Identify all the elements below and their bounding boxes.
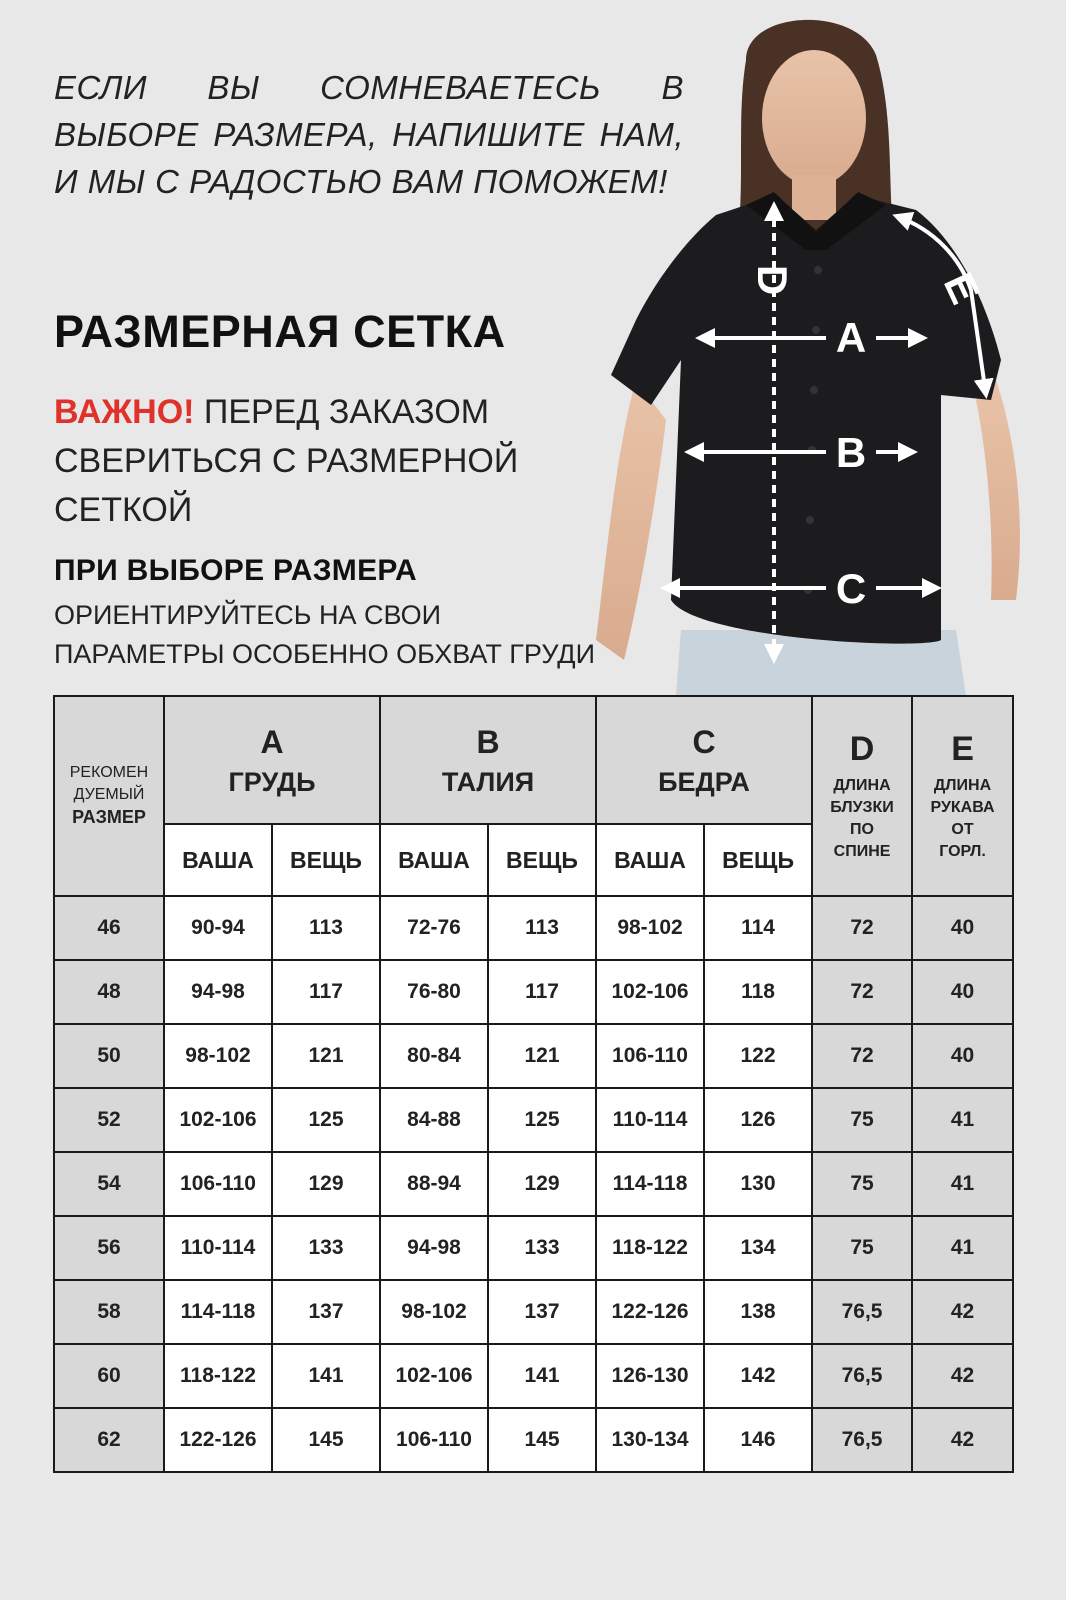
table-cell: 42 [912, 1408, 1013, 1472]
table-cell: 117 [272, 960, 380, 1024]
label-e: E [934, 265, 990, 311]
table-cell: 130 [704, 1152, 812, 1216]
size-cell: 48 [54, 960, 164, 1024]
recommended-line: РАЗМЕР [72, 807, 146, 827]
table-cell: 114 [704, 896, 812, 960]
table-row [54, 1280, 1013, 1344]
table-cell: 122 [704, 1024, 812, 1088]
table-cell: 146 [704, 1408, 812, 1472]
size-cell: 58 [54, 1280, 164, 1344]
table-cell: 118-122 [164, 1344, 272, 1408]
table-cell: 40 [912, 960, 1013, 1024]
e-text: ОТ [951, 820, 974, 838]
table-cell: 102-106 [596, 960, 704, 1024]
table-cell: 137 [488, 1280, 596, 1344]
table-cell: 76,5 [812, 1280, 912, 1344]
recommended-line: ДУЕМЫЙ [73, 786, 145, 803]
table-cell: 141 [488, 1344, 596, 1408]
size-table-body [54, 896, 1013, 1472]
table-cell: 72 [812, 960, 912, 1024]
important-text: ПЕРЕД ЗАКАЗОМ СВЕРИТЬСЯ С РАЗМЕРНОЙ СЕТКОЙ [54, 393, 519, 529]
table-cell: 40 [912, 1024, 1013, 1088]
table-cell: 113 [488, 896, 596, 960]
measurement-diagram [596, 0, 1066, 695]
intro-text: ЕСЛИ ВЫ СОМНЕВАЕТЕСЬ В ВЫБОРЕ РАЗМЕРА, НАПИШИТЕ НАМ, И МЫ С РАДОСТЬЮ ВАМ ПОМОЖЕМ! [54, 69, 684, 200]
group-header-b [380, 696, 596, 824]
group-letter: A [260, 724, 284, 760]
table-cell: 98-102 [164, 1024, 272, 1088]
table-cell: 141 [272, 1344, 380, 1408]
table-cell: 110-114 [596, 1088, 704, 1152]
e-letter: E [951, 729, 974, 768]
table-cell: 94-98 [380, 1216, 488, 1280]
table-row [54, 1408, 1013, 1472]
important-note [54, 388, 554, 535]
table-cell: 106-110 [164, 1152, 272, 1216]
table-cell: 118-122 [596, 1216, 704, 1280]
table-cell: 133 [272, 1216, 380, 1280]
sub-header-yours: ВАША [380, 824, 488, 896]
table-cell: 122-126 [596, 1280, 704, 1344]
table-row [54, 960, 1013, 1024]
group-name: БЕДРА [658, 767, 750, 797]
table-cell: 134 [704, 1216, 812, 1280]
recommended-line: РЕКОМЕН [69, 764, 149, 781]
table-row [54, 1024, 1013, 1088]
header-e [912, 696, 1013, 896]
size-cell: 52 [54, 1088, 164, 1152]
table-cell: 129 [272, 1152, 380, 1216]
label-a: A [835, 314, 867, 361]
table-cell: 80-84 [380, 1024, 488, 1088]
table-cell: 75 [812, 1088, 912, 1152]
table-cell: 102-106 [164, 1088, 272, 1152]
group-letter: B [476, 724, 500, 760]
table-cell: 114-118 [164, 1280, 272, 1344]
size-cell: 46 [54, 896, 164, 960]
size-cell: 62 [54, 1408, 164, 1472]
table-cell: 126-130 [596, 1344, 704, 1408]
table-cell: 88-94 [380, 1152, 488, 1216]
table-cell: 75 [812, 1216, 912, 1280]
sub-header-item: ВЕЩЬ [272, 824, 380, 896]
sub-header-item: ВЕЩЬ [704, 824, 812, 896]
table-row [54, 1088, 1013, 1152]
d-text: ДЛИНА [833, 776, 891, 794]
table-cell: 113 [272, 896, 380, 960]
group-letter: C [692, 724, 716, 760]
choose-size-line: ПАРАМЕТРЫ ОСОБЕННО ОБХВАТ ГРУДИ [54, 639, 595, 669]
table-cell: 133 [488, 1216, 596, 1280]
size-cell: 60 [54, 1344, 164, 1408]
table-cell: 72-76 [380, 896, 488, 960]
table-row [54, 896, 1013, 960]
sub-header-yours: ВАША [164, 824, 272, 896]
table-cell: 75 [812, 1152, 912, 1216]
choose-size-line: ОРИЕНТИРУЙТЕСЬ НА СВОИ [54, 600, 442, 630]
size-cell: 50 [54, 1024, 164, 1088]
d-text: СПИНЕ [833, 842, 891, 860]
sub-header-yours: ВАША [596, 824, 704, 896]
table-cell: 90-94 [164, 896, 272, 960]
table-cell: 40 [912, 896, 1013, 960]
table-cell: 76-80 [380, 960, 488, 1024]
neck-shape [792, 175, 836, 220]
table-cell: 94-98 [164, 960, 272, 1024]
table-cell: 98-102 [380, 1280, 488, 1344]
table-cell: 72 [812, 896, 912, 960]
sub-header-item: ВЕЩЬ [488, 824, 596, 896]
table-cell: 41 [912, 1088, 1013, 1152]
table-cell: 42 [912, 1344, 1013, 1408]
group-header-a [164, 696, 380, 824]
header-d [812, 696, 912, 896]
table-cell: 130-134 [596, 1408, 704, 1472]
table-cell: 114-118 [596, 1152, 704, 1216]
table-row [54, 1216, 1013, 1280]
e-text: РУКАВА [930, 798, 995, 816]
table-cell: 145 [272, 1408, 380, 1472]
d-letter: D [849, 729, 875, 768]
table-cell: 102-106 [380, 1344, 488, 1408]
table-cell: 145 [488, 1408, 596, 1472]
face-shape [762, 50, 866, 186]
recommended-size-header [54, 696, 164, 896]
label-c: C [835, 565, 867, 612]
e-text: ГОРЛ. [939, 842, 986, 860]
table-cell: 110-114 [164, 1216, 272, 1280]
table-cell: 72 [812, 1024, 912, 1088]
page-title: РАЗМЕРНАЯ СЕТКА [54, 306, 506, 357]
table-cell: 106-110 [380, 1408, 488, 1472]
size-cell: 56 [54, 1216, 164, 1280]
table-cell: 137 [272, 1280, 380, 1344]
group-header-c [596, 696, 812, 824]
left-arm-shape [596, 380, 666, 660]
table-cell: 122-126 [164, 1408, 272, 1472]
d-text: БЛУЗКИ [830, 798, 894, 816]
size-cell: 54 [54, 1152, 164, 1216]
table-cell: 76,5 [812, 1344, 912, 1408]
table-row [54, 1344, 1013, 1408]
e-text: ДЛИНА [933, 776, 992, 794]
table-cell: 121 [272, 1024, 380, 1088]
table-cell: 118 [704, 960, 812, 1024]
table-cell: 142 [704, 1344, 812, 1408]
table-cell: 126 [704, 1088, 812, 1152]
table-cell: 125 [488, 1088, 596, 1152]
label-d: D [749, 264, 796, 296]
table-cell: 129 [488, 1152, 596, 1216]
table-cell: 42 [912, 1280, 1013, 1344]
table-cell: 121 [488, 1024, 596, 1088]
table-cell: 41 [912, 1216, 1013, 1280]
table-cell: 106-110 [596, 1024, 704, 1088]
table-cell: 138 [704, 1280, 812, 1344]
table-cell: 84-88 [380, 1088, 488, 1152]
choose-size-text [54, 596, 614, 674]
table-cell: 98-102 [596, 896, 704, 960]
important-label: ВАЖНО! [54, 393, 195, 431]
table-cell: 117 [488, 960, 596, 1024]
group-name: ТАЛИЯ [441, 767, 535, 797]
choose-size-title: ПРИ ВЫБОРЕ РАЗМЕРА [54, 554, 418, 587]
d-text: ПО [850, 820, 874, 838]
right-arm-shape [976, 380, 1020, 600]
table-cell: 125 [272, 1088, 380, 1152]
shirt-shape [611, 195, 1001, 644]
group-name: ГРУДЬ [228, 767, 316, 797]
table-row [54, 1152, 1013, 1216]
label-b: B [835, 429, 867, 476]
model-figure [596, 0, 1066, 695]
table-cell: 76,5 [812, 1408, 912, 1472]
size-table [53, 695, 1014, 1473]
table-cell: 41 [912, 1152, 1013, 1216]
